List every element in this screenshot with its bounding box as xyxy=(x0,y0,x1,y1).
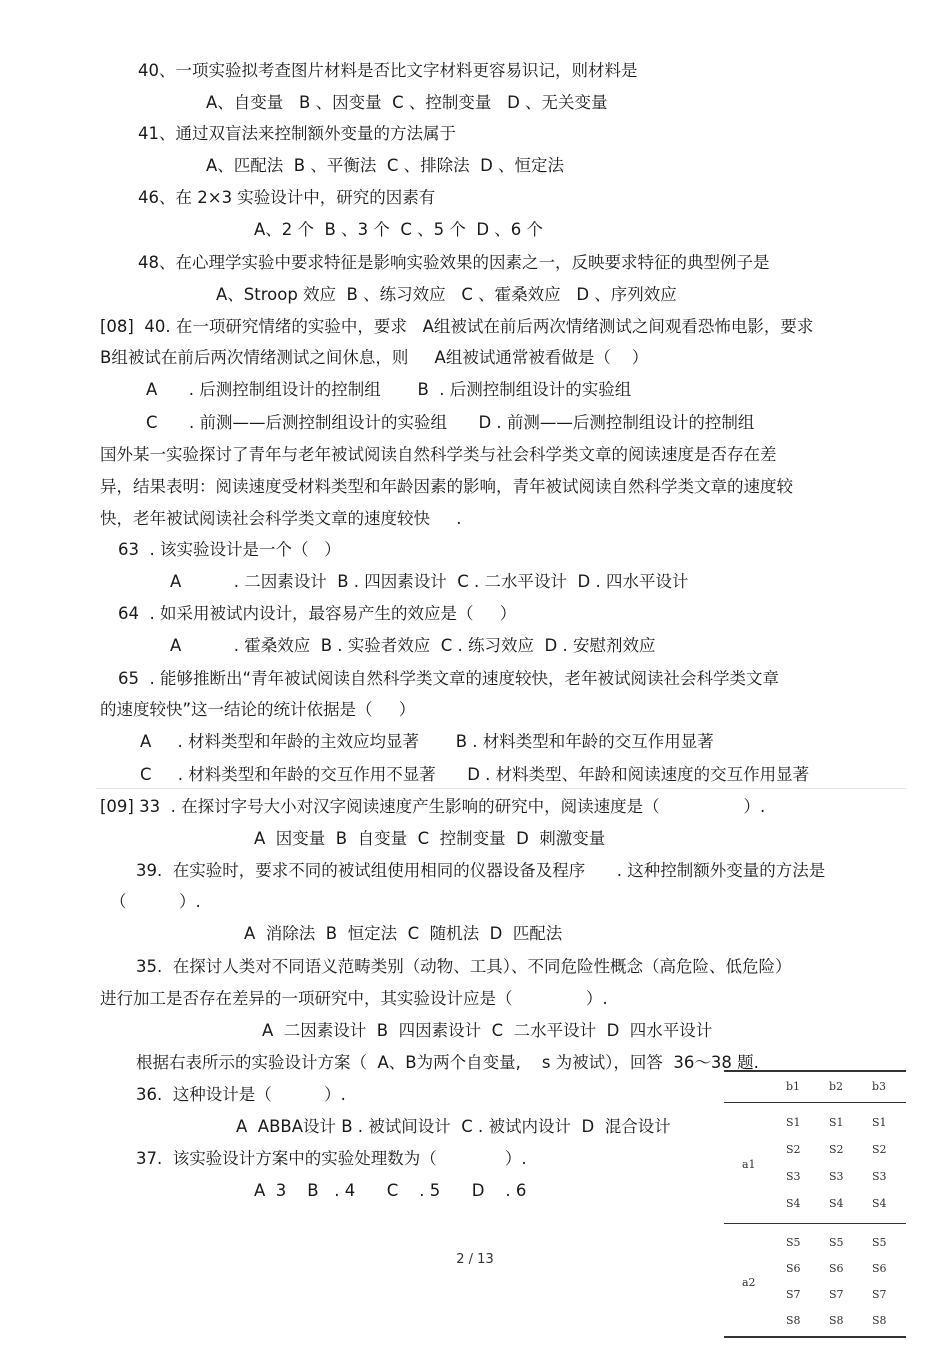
design-table xyxy=(724,1070,906,1340)
table-cell: S7 xyxy=(829,1288,844,1301)
question-63: 63 . 该实验设计是一个（ ） xyxy=(118,540,341,559)
question-39-cont: （ ）. xyxy=(110,892,201,911)
table-cell: S8 xyxy=(786,1314,801,1327)
question-08-40-cont: B组被试在前后两次情绪测试之间休息，则 A组被试通常被看做是（ ） xyxy=(100,348,649,367)
table-cell: S8 xyxy=(829,1314,844,1327)
question-35: 35. 在探讨人类对不同语义范畴类别（动物、工具）、不同危险性概念（高危险、低危险） xyxy=(136,957,792,976)
table-top-rule xyxy=(724,1070,906,1072)
header-rule xyxy=(724,1102,906,1103)
question-37: 37. 该实验设计方案中的实验处理数为（ ）. xyxy=(136,1149,527,1168)
question-35-cont: 进行加工是否存在差异的一项研究中，其实验设计应是（ ）. xyxy=(100,989,608,1008)
options-09-33: A 因变量 B 自变量 C 控制变量 D 刺激变量 xyxy=(254,829,606,848)
page-number: 2 / 13 xyxy=(456,1252,494,1267)
passage-line-2: 异，结果表明：阅读速度受材料类型和年龄因素的影响，青年被试阅读自然科学类文章的速度较 xyxy=(100,477,793,496)
section-divider xyxy=(96,788,906,789)
question-46: 46、在 2×3 实验设计中，研究的因素有 xyxy=(138,188,436,207)
table-cell: S3 xyxy=(786,1170,801,1183)
question-65: 65 . 能够推断出“青年被试阅读自然科学类文章的速度较快，老年被试阅读社会科学类文章 xyxy=(118,669,780,688)
options-64: A . 霍桑效应 B . 实验者效应 C . 练习效应 D . 安慰剂效应 xyxy=(170,636,656,655)
table-cell: S6 xyxy=(829,1262,844,1275)
table-cell: S5 xyxy=(872,1236,887,1249)
question-08-40: [08] 40. 在一项研究情绪的实验中，要求 A组被试在前后两次情绪测试之间观看恐怖电影，要求 xyxy=(100,317,814,336)
table-cell: S1 xyxy=(829,1116,844,1129)
table-cell: S8 xyxy=(872,1314,887,1327)
options-08-40-cd: C . 前测——后测控制组设计的实验组 D . 前测——后测控制组设计的控制组 xyxy=(146,413,755,432)
col-header-b3: b3 xyxy=(872,1080,887,1093)
table-bottom-rule xyxy=(724,1336,906,1338)
table-cell: S3 xyxy=(829,1170,844,1183)
options-39: A 消除法 B 恒定法 C 随机法 D 匹配法 xyxy=(244,924,563,943)
table-intro: 根据右表所示的实验设计方案（ A、B为两个自变量, s 为被试），回答 36～38 题. xyxy=(136,1053,759,1072)
options-37: A 3 B . 4 C . 5 D . 6 xyxy=(254,1181,527,1200)
options-35: A 二因素设计 B 四因素设计 C 二水平设计 D 四水平设计 xyxy=(262,1021,713,1040)
question-41: 41、通过双盲法来控制额外变量的方法属于 xyxy=(138,124,456,143)
table-cell: S2 xyxy=(872,1143,887,1156)
question-48: 48、在心理学实验中要求特征是影响实验效果的因素之一，反映要求特征的典型例子是 xyxy=(138,253,770,272)
row-group-label-a1: a1 xyxy=(742,1158,756,1171)
table-cell: S7 xyxy=(872,1288,887,1301)
question-36: 36. 这种设计是（ ）. xyxy=(136,1085,346,1104)
question-09-33: [09] 33 . 在探讨字号大小对汉字阅读速度产生影响的研究中，阅读速度是（ ）. xyxy=(100,797,766,816)
question-65-cont: 的速度较快”这一结论的统计依据是（ ） xyxy=(100,700,416,719)
table-cell: S7 xyxy=(786,1288,801,1301)
table-cell: S6 xyxy=(786,1262,801,1275)
passage-line-1: 国外某一实验探讨了青年与老年被试阅读自然科学类与社会科学类文章的阅读速度是否存在差 xyxy=(100,445,777,464)
table-cell: S2 xyxy=(786,1143,801,1156)
question-39: 39. 在实验时，要求不同的被试组使用相同的仪器设备及程序 . 这种控制额外变量的方法是 xyxy=(136,861,826,880)
passage-line-3: 快，老年被试阅读社会科学类文章的速度较快 . xyxy=(100,509,462,528)
table-cell: S4 xyxy=(829,1197,844,1210)
table-cell: S1 xyxy=(872,1116,887,1129)
row-group-label-a2: a2 xyxy=(742,1276,756,1289)
group-rule xyxy=(724,1223,906,1224)
options-63: A . 二因素设计 B . 四因素设计 C . 二水平设计 D . 四水平设计 xyxy=(170,572,689,591)
table-cell: S4 xyxy=(872,1197,887,1210)
table-cell: S4 xyxy=(786,1197,801,1210)
table-cell: S3 xyxy=(872,1170,887,1183)
col-header-b1: b1 xyxy=(786,1080,801,1093)
table-cell: S1 xyxy=(786,1116,801,1129)
col-header-b2: b2 xyxy=(829,1080,844,1093)
options-08-40-ab: A . 后测控制组设计的控制组 B . 后测控制组设计的实验组 xyxy=(146,380,632,399)
options-65-ab: A . 材料类型和年龄的主效应均显著 B . 材料类型和年龄的交互作用显著 xyxy=(140,732,714,751)
options-65-cd: C . 材料类型和年龄的交互作用不显著 D . 材料类型、年龄和阅读速度的交互作用显著 xyxy=(140,765,810,784)
options-40: A、自变量 B 、因变量 C 、控制变量 D 、无关变量 xyxy=(206,93,608,112)
question-64: 64 . 如采用被试内设计，最容易产生的效应是（ ） xyxy=(118,604,517,623)
table-cell: S5 xyxy=(829,1236,844,1249)
question-40: 40、一项实验拟考查图片材料是否比文字材料更容易识记，则材料是 xyxy=(138,61,638,80)
options-41: A、匹配法 B 、平衡法 C 、排除法 D 、恒定法 xyxy=(206,156,565,175)
table-cell: S5 xyxy=(786,1236,801,1249)
options-36: A ABBA设计 B . 被试间设计 C . 被试内设计 D 混合设计 xyxy=(236,1117,671,1136)
options-48: A、Stroop 效应 B 、练习效应 C 、霍桑效应 D 、序列效应 xyxy=(216,285,677,304)
table-cell: S2 xyxy=(829,1143,844,1156)
options-46: A、2 个 B 、3 个 C 、5 个 D 、6 个 xyxy=(254,220,544,239)
table-cell: S6 xyxy=(872,1262,887,1275)
